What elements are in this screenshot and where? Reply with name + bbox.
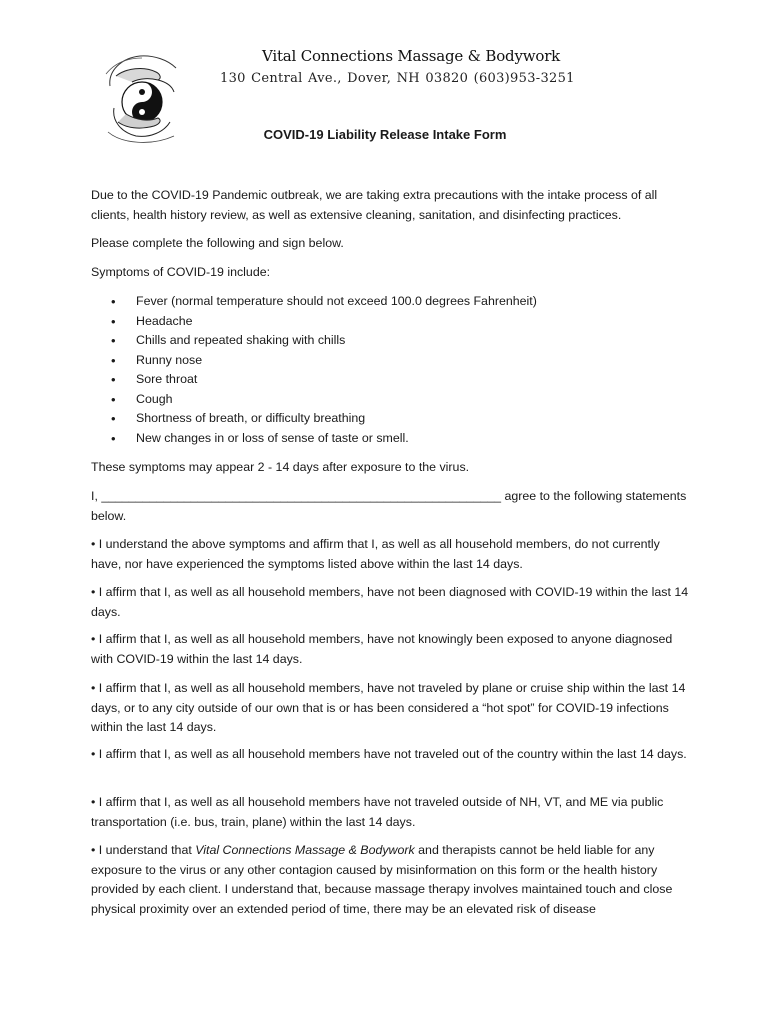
liability-prefix: • I understand that	[91, 843, 196, 857]
statement-travel-country: • I affirm that I, as well as all household members have not traveled out of the country within the last 14 days.	[91, 747, 687, 761]
statement-public-transport: • I affirm that I, as well as all household members have not traveled outside of NH, VT, and ME via public transportation (i.e. bus, train, plane) within the last 14 days.	[91, 795, 664, 829]
statement-diagnosed: • I affirm that I, as well as all household members, have not been diagnosed with COVID-19 within the last 14 days.	[91, 585, 689, 619]
symptom-timing-note: These symptoms may appear 2 - 14 days after exposure to the virus.	[91, 460, 470, 474]
intro-paragraph: Due to the COVID-19 Pandemic outbreak, we are taking extra precautions with the intake process of all clients, health history review, as well as extensive cleaning, sanitation, and disinfecting practices.	[91, 188, 658, 222]
symptoms-heading: Symptoms of COVID-19 include:	[91, 265, 271, 279]
name-agreement-line[interactable]: I, __________________________________________________________ agree to the following statements below.	[91, 489, 687, 523]
statement-symptoms: • I understand the above symptoms and affirm that I, as well as all household members, do not currently have, nor have experienced the symptoms listed above within the last 14 days.	[91, 537, 660, 571]
list-item: • Shortness of breath, or difficulty breathing	[111, 409, 537, 429]
instruction-paragraph: Please complete the following and sign below.	[91, 236, 344, 250]
business-name: Vital Connections Massage & Bodywork	[262, 47, 561, 65]
liability-business-name: Vital Connections Massage & Bodywork	[195, 843, 415, 857]
business-address: 130 Central Ave., Dover, NH 03820 (603)953-3251	[220, 71, 575, 86]
statement-exposed: • I affirm that I, as well as all household members, have not knowingly been exposed to anyone diagnosed with COVID-19 within the last 14 days.	[91, 632, 673, 666]
list-item: • Runny nose	[111, 351, 537, 371]
list-item: • Headache	[111, 312, 537, 332]
statement-travel-plane: • I affirm that I, as well as all household members, have not traveled by plane or cruise ship within the last 14 days, or to any city outside of our own that is or has been considered a “hot spot” for COVID-19 infections within the last 14 days.	[91, 681, 686, 734]
statement-liability	[91, 841, 691, 919]
form-title: COVID-19 Liability Release Intake Form	[263, 127, 507, 142]
list-item: • Chills and repeated shaking with chills	[111, 331, 537, 351]
list-item: • Fever (normal temperature should not exceed 100.0 degrees Fahrenheit)	[111, 292, 537, 312]
symptom-list	[111, 292, 537, 448]
list-item: • Cough	[111, 390, 537, 410]
list-item: • Sore throat	[111, 370, 537, 390]
liability-suffix: and therapists cannot be held liable for any exposure to the virus or any other contagion caused by misinformation on this form or the health history provided by each client. I understand that, because massage therapy involves maintained touch and close physical proximity over an extended period of time, there may be an elevated risk of disease	[91, 843, 673, 916]
list-item: • New changes in or loss of sense of taste or smell.	[111, 429, 537, 449]
